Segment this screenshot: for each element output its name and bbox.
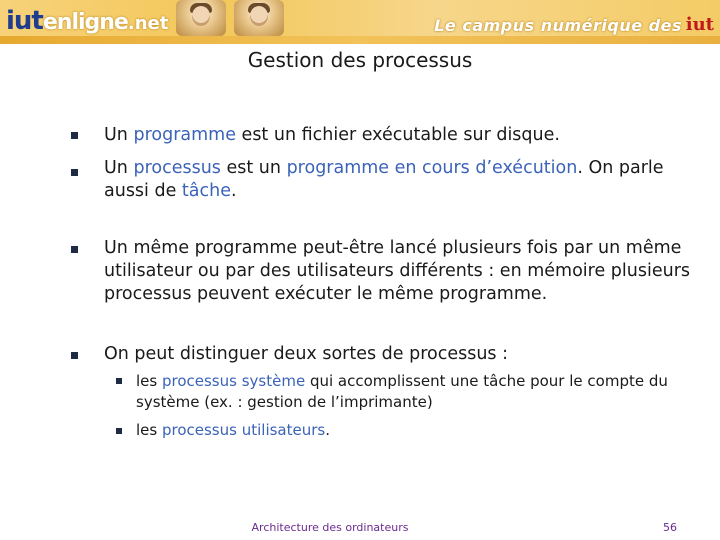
bullet-marker <box>71 246 78 253</box>
bullet-marker <box>71 132 78 139</box>
highlighted-term: programme <box>133 125 236 145</box>
bullet-text: les <box>136 372 162 390</box>
bullet-item <box>104 124 694 147</box>
highlighted-term: processus <box>133 158 221 178</box>
sub-bullet-item <box>136 420 696 441</box>
highlighted-term: tâche <box>181 181 231 201</box>
bullet-text: les <box>136 421 162 439</box>
sub-bullet-marker <box>116 428 122 434</box>
highlighted-term: processus utilisateurs <box>161 421 326 439</box>
header-banner <box>0 0 720 44</box>
bullet-text: est un <box>220 158 287 178</box>
bullet-text: . <box>231 181 237 201</box>
bullet-text: Un <box>104 158 134 178</box>
footer-page-number: 56 <box>663 521 677 534</box>
bullet-text: . <box>325 421 330 439</box>
logo-enligne: enligne <box>42 10 128 35</box>
campus-iut-logo: iut <box>685 14 714 35</box>
bullet-text: . On parle aussi de <box>104 158 664 201</box>
iut-enligne-logo <box>6 6 168 36</box>
bullet-marker <box>71 169 78 176</box>
bullet-text: qui accomplissent une tâche pour le compte du système (ex. : gestion de l’imprimante) <box>136 372 668 411</box>
sub-bullet-item <box>136 371 696 413</box>
bullet-text: Un <box>104 125 134 145</box>
bullet-text: Un même programme peut-être lancé plusieurs fois par un même utilisateur ou par des utilisateurs différents : en mémoire plusieurs processus peuvent exécuter le même programme. <box>104 238 691 304</box>
footer-course: Architecture des ordinateurs <box>251 521 409 534</box>
campus-tagline: Le campus numérique des <box>434 16 682 35</box>
slide-title: Gestion des processus <box>247 48 473 72</box>
bullet-text: est un fichier exécutable sur disque. <box>235 125 560 145</box>
bullet-item <box>104 343 694 366</box>
logo-net: .net <box>127 13 169 34</box>
student-photo-1 <box>176 0 226 36</box>
highlighted-term: programme en cours d’exécution <box>286 158 578 178</box>
logo-iut: iut <box>6 6 43 36</box>
bullet-item <box>104 157 694 203</box>
student-photo-2 <box>234 0 284 36</box>
banner-stripe <box>0 36 720 44</box>
sub-bullet-marker <box>116 378 122 384</box>
bullet-marker <box>71 352 78 359</box>
highlighted-term: processus système <box>161 372 306 390</box>
bullet-item <box>104 237 694 306</box>
bullet-text: On peut distinguer deux sortes de processus : <box>104 344 509 364</box>
